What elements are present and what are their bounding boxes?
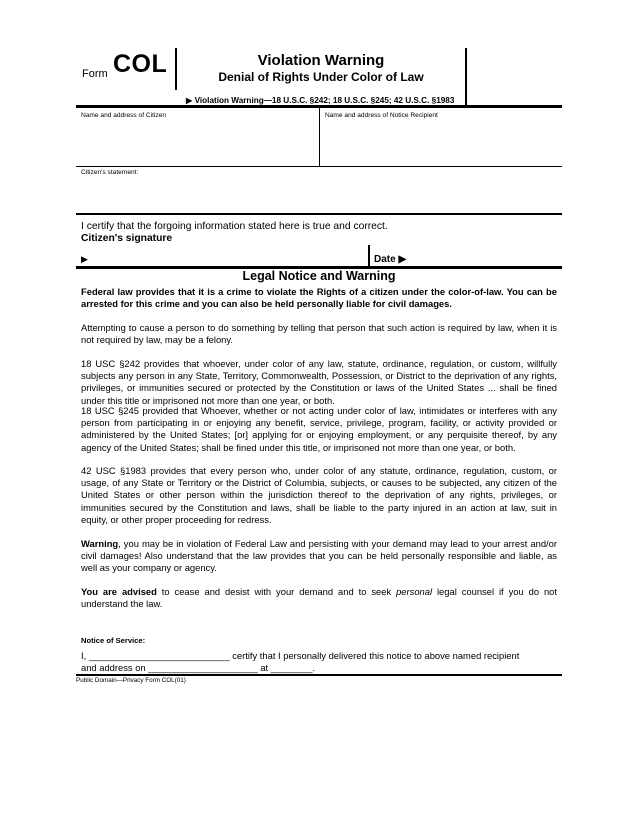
date-divider xyxy=(368,245,370,267)
signature-field[interactable] xyxy=(92,248,364,266)
signature-label: Citizen's signature xyxy=(81,233,173,244)
recipient-name-address-label: Name and address of Notice Recipient xyxy=(325,112,438,119)
advised-emphasis: personal xyxy=(396,586,433,597)
date-field[interactable] xyxy=(412,248,560,266)
field-divider xyxy=(319,108,320,166)
statement-rule xyxy=(76,213,562,215)
statutes-line xyxy=(186,95,454,105)
service-name-blank[interactable]: I, ___________________________ xyxy=(81,650,230,661)
advised-end: legal counsel if you do not understand the law. xyxy=(81,586,557,610)
page-subtitle: Denial of Rights Under Color of Law xyxy=(218,70,424,84)
citizen-statement-field[interactable] xyxy=(81,179,557,211)
footer-rule xyxy=(76,674,562,676)
service-line-1-text: certify that I personally delivered this notice to above named recipient xyxy=(229,650,520,661)
notice-attempt: Attempting to cause a person to do something by telling that person that such action is required by law, when it is not required by law, may be a felony. xyxy=(81,322,557,346)
warning-lead: Warning xyxy=(81,538,119,549)
notice-warning xyxy=(81,538,557,575)
advised-text: to cease and desist with your demand and to seek xyxy=(156,586,397,597)
notice-usc-245: 18 USC §245 provided that Whoever, whether or not acting under color of law, intimidates or interferes with any person from participating in or enjoying any benefit, service, privilege, program, facility, or activity provided or administered by the United States; [or] applying for or enjoying employment, or any perquisite thereof, by any agency of the United States; shall be fined under this title, or imprisoned not more than one year, or both. xyxy=(81,405,557,453)
notice-of-service-label: Notice of Service: xyxy=(81,636,146,645)
arrow-right-icon: ▶ xyxy=(186,96,193,105)
citizen-name-address-label: Name and address of Citizen xyxy=(81,112,167,119)
notice-usc-1983: 42 USC §1983 provides that every person who, under color of any statute, ordinance, regulation, custom, or usage, of any State or Territory or the District of Columbia, subjects, or causes to be subjected, any citizen of the United States or other person within the jurisdiction thereof to the deprivation of any rights, privileges, or immunities secured by the Constitution and laws, shall be liable to the party injured in an action at law, suit in equity, or other proper proceeding for redress. xyxy=(81,465,557,525)
form-label: Form xyxy=(82,68,108,80)
citizen-statement-label: Citizen's statement: xyxy=(81,169,139,176)
date-label: Date ▶ xyxy=(374,254,407,265)
notice-intro: Federal law provides that it is a crime to violate the Rights of a citizen under the color-of-law. You can be arrested for this crime and you can also be held personally liable for civil damages. xyxy=(81,286,557,310)
header-divider-right xyxy=(465,48,467,106)
notice-usc-242: 18 USC §242 provides that whoever, under color of any law, statute, ordinance, regulation, or custom, willfully subjects any person in any State, Territory, Commonwealth, Possession, or District to the deprivation of any rights, privileges, or immunities secured or protected by the Constitution or laws of the United States ... shall be fined under this title or imprisoned not more than one year, or both. xyxy=(81,358,557,406)
field-rule xyxy=(76,166,562,167)
footer-text: Public Domain—Privacy Form COL(01) xyxy=(76,677,186,684)
citizen-name-address-field[interactable] xyxy=(81,122,315,164)
recipient-name-address-field[interactable] xyxy=(324,122,558,164)
arrow-right-icon: ▶ xyxy=(81,254,88,264)
service-line-2[interactable]: and address on _____________________ at ________. xyxy=(81,662,316,673)
notice-title: Legal Notice and Warning xyxy=(242,269,396,283)
form-code: COL xyxy=(113,50,168,78)
notice-advised xyxy=(81,586,557,610)
advised-lead: You are advised xyxy=(81,586,157,597)
statutes-text: Violation Warning—18 U.S.C. §242; 18 U.S.C. §245; 42 U.S.C. §1983 xyxy=(194,96,455,105)
certification-text: I certify that the forgoing information stated here is true and correct. xyxy=(81,221,388,232)
service-line-1 xyxy=(81,650,557,661)
warning-text: , you may be in violation of Federal Law and persisting with your demand may lead to your arrest and/or civil damages! Also understand that the law provides that you can be held personally responsible and liable, as well as your company or agency. xyxy=(81,538,557,574)
page-title: Violation Warning xyxy=(257,52,385,69)
